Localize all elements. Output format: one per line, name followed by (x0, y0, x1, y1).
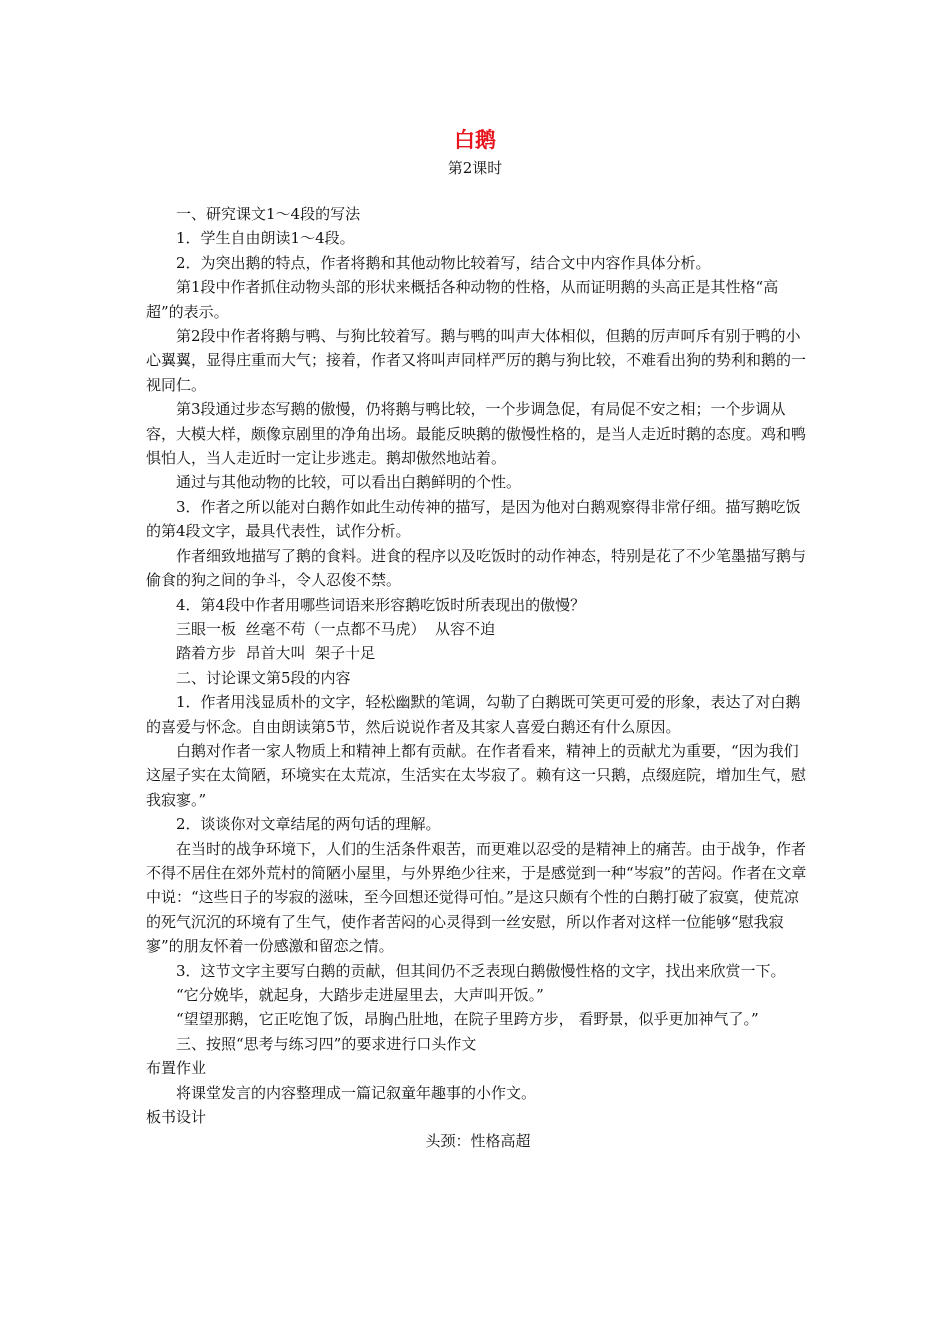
board-design-line: 头颈：性格高超 (425, 1132, 531, 1151)
board-design-heading: 板书设计 (146, 1108, 207, 1127)
word-list-line: 踏着方步 昂首大叫 架子十足 (176, 644, 376, 663)
quote: “望望那鹅，它正吃饱了饭，昂胸凸肚地，在院子里跨方步， 看野景，似乎更加神气了。” (176, 1010, 759, 1029)
page-subtitle: 第2课时 (447, 159, 503, 177)
section-heading-2: 二、讨论课文第5段的内容 (176, 668, 351, 687)
list-item: 3．这节文字主要写白鹅的贡献，但其间仍不乏表现白鹅傲慢性格的文字，找出来欣赏一下。 (176, 961, 786, 980)
list-item: 3．作者之所以能对白鹅作如此生动传神的描写，是因为他对白鹅观察得非常仔细。描写鹅吃饭的第4段文字，最具代表性，试作分析。 (146, 497, 801, 541)
word-list-line: 三眼一板 丝毫不苟（一点都不马虎） 从容不迫 (176, 619, 496, 638)
list-item: 2．为突出鹅的特点，作者将鹅和其他动物比较着写，结合文中内容作具体分析。 (176, 253, 711, 272)
page-title: 白鹅 (454, 128, 496, 152)
paragraph: 第2段中作者将鹅与鸭、与狗比较着写。鹅与鸭的叫声大体相似，但鹅的厉声呵斥有别于鸭的小心翼翼，显得庄重而大气；接着，作者又将叫声同样严厉的鹅与狗比较，不难看出狗的势利和鹅的一视同仁。 (146, 327, 807, 394)
paragraph: 作者细致地描写了鹅的食料。进食的程序以及吃饭时的动作神态，特别是花了不少笔墨描写鹅与偷食的狗之间的争斗，令人忍俊不禁。 (146, 546, 807, 590)
section-heading-3: 三、按照“思考与练习四”的要求进行口头作文 (176, 1034, 477, 1053)
list-item: 1．作者用浅显质朴的文字，轻松幽默的笔调，勾勒了白鹅既可笑更可爱的形象，表达了对白鹅的喜爱与怀念。自由朗读第5节，然后说说作者及其家人喜爱白鹅还有什么原因。 (146, 693, 801, 736)
section-heading-1: 一、研究课文1～4段的写法 (176, 205, 361, 223)
list-item: 1．学生自由朗读1～4段。 (176, 229, 355, 248)
paragraph: 通过与其他动物的比较，可以看出白鹅鲜明的个性。 (176, 473, 522, 492)
paragraph: 白鹅对作者一家人物质上和精神上都有贡献。在作者看来，精神上的贡献尤为重要，“因为我们这屋子实在太简陋，环境实在太荒凉，生活实在太岑寂了。赖有这一只鹅，点缀庭院，增加生气，慰我寂寥。” (146, 741, 807, 809)
list-item: 2．谈谈你对文章结尾的两句话的理解。 (176, 815, 441, 834)
paragraph: 第1段中作者抓住动物头部的形状来概括各种动物的性格，从而证明鹅的头高正是其性格“高超”的表示。 (146, 278, 779, 321)
paragraph: 在当时的战争环境下，人们的生活条件艰苦，而更难以忍受的是精神上的痛苦。由于战争，作者不得不居住在郊外荒村的简陋小屋里，与外界绝少往来，于是感觉到一种“岑寂”的苦闷。作者在文章中说：“这些日子的岑寂的滋味，至今回想还觉得可怕。”是这只颇有个性的白鹅打破了寂寞，使荒凉的死气沉沉的环境有了生气，使作者苦闷的心灵得到一丝安慰，所以作者对这样一位能够“慰我寂寥”的朋友怀着一份感激和留恋之情。 (146, 839, 807, 956)
document-body (146, 202, 810, 1154)
homework-heading: 布置作业 (146, 1059, 207, 1078)
list-item: 4．第4段中作者用哪些词语来形容鹅吃饭时所表现出的傲慢？ (176, 595, 586, 614)
paragraph: 将课堂发言的内容整理成一篇记叙童年趣事的小作文。 (176, 1083, 537, 1102)
quote: “它分娩毕，就起身，大踏步走进屋里去，大声叫开饭。” (176, 986, 544, 1004)
paragraph: 第3段通过步态写鹅的傲慢，仍将鹅与鸭比较，一个步调急促，有局促不安之相；一个步调从容，大模大样，颇像京剧里的净角出场。最能反映鹅的傲慢性格的，是当人走近时鹅的态度。鸡和鸭惧怕人，当人走近时一定让步逃走。鹅却傲然地站着。 (146, 400, 807, 468)
